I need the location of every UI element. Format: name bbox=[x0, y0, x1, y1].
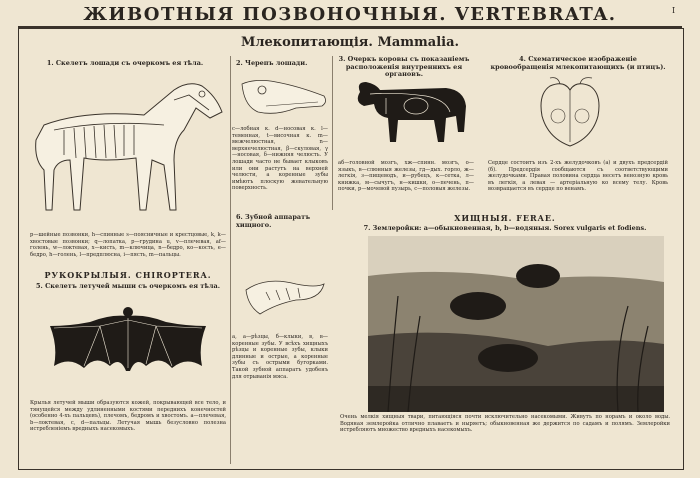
figure-5-text: Крылья летучей мыши образуются кожей, покрывающей все тело, и тянущейся между удлиненными костями переднихъ конечностей (особенно 4-хъ пальцевъ), плечомъ, бедромъ и хвостомъ. a—плечевая, b—локтевая, c, d—пальцы. Летучая мышь безусловно полезна истребленіемъ вредныхъ насекомыхъ. bbox=[30, 400, 226, 433]
figure-6-caption: 6. Зубной аппаратъ хищного. bbox=[236, 213, 311, 229]
section-heading-chiroptera: РУКОКРЫЛЫЯ. CHIROPTERA. bbox=[44, 270, 212, 280]
figure-6-text: а, а—рѣзцы, б—клыки, в, в—коренные зубы. У всѣхъ хищныхъ рѣзцы и коренные зубы, клыки длинные и острые, а коренные зубы съ острыми бугорками. Такой зубной аппаратъ удобенъ для отрыванія мяса. bbox=[232, 334, 328, 380]
figure-7-text: Очень мелкія хищныя твари, питающіяся почти исключительно насекомыми. Живутъ по норамъ и около воды. Водяная землеройка отлично плаваетъ и ныряетъ; обыкновенная же держится по садамъ и полямъ. Землеройки истребляютъ множество вредныхъ насекомыхъ. bbox=[340, 414, 670, 434]
bat-skeleton-icon bbox=[40, 296, 216, 396]
figure-1-text: p—шейные позвонки, h—спинные s—поясничные и крестцовые, k, k—хвостовые позвонки; q—лопатка, p—грудина u, v—плечевая, af—голень, w—локтевая, x—кисть, m—ключица, n—бедро, ко—кость, e—бедро, h—голень, l—предплюсна, i—пясть, m—пальцы. bbox=[30, 232, 226, 258]
cow-organs-icon bbox=[346, 76, 474, 150]
section-title-mammalia: Млекопитающія. Mammalia. bbox=[240, 35, 460, 50]
figure-2-text: c—лобная к. d—носовая к. l—теменная, t—височная к. m—межчелюстная, n—верхнечелюстная, β—скуловая, γ—носовая, δ—нижняя челюсть. У лошади часто не бывает клыковъ или они растутъ на верхней челюсти, а коренные зубы имѣютъ плоскую жевательную поверхность. bbox=[232, 126, 328, 192]
figure-7-caption: 7. Землеройки: a—обыкновенная, b, b—водяныя. Sorex vulgaris et fodiens. bbox=[363, 224, 647, 232]
carnivore-jaw-icon bbox=[236, 270, 332, 326]
heart-scheme-icon bbox=[520, 76, 620, 154]
column-divider bbox=[332, 56, 333, 210]
horse-skull-icon bbox=[236, 74, 332, 122]
section-heading-ferae: ХИЩНЫЯ. FERAE. bbox=[454, 213, 556, 223]
horse-skeleton-icon bbox=[24, 70, 234, 230]
figure-3-caption: 3. Очеркъ коровы съ показаніемъ расположенія внутреннихъ ея органовъ. bbox=[338, 55, 470, 78]
figure-2-caption: 2. Черепъ лошади. bbox=[236, 59, 308, 67]
figure-5-caption: 5. Скелетъ летучей мыши съ очеркомъ ея тѣла. bbox=[36, 282, 220, 290]
column-divider bbox=[230, 56, 231, 464]
figure-1-caption: 1. Скелетъ лошади съ очеркомъ ея тѣла. bbox=[46, 59, 204, 67]
shrews-scene-icon bbox=[368, 236, 664, 412]
figure-3-text: аб—головной мозгъ, хж—спинн. мозгъ, о—языкъ, в—слюнныя железы, гд—дых. горло, ж—легкія, з—пищеводъ, и—рубецъ, к—сетка, л—книжка, м—сычугъ, н—кишки, о—печень, п—почки, р—мочевой пузырь, с—половыя железы. bbox=[338, 160, 474, 193]
figure-4-caption: 4. Схематическое изображеніе кровообращенія млекопитающихъ (и птицъ). bbox=[490, 55, 666, 71]
page-number: I bbox=[672, 6, 676, 15]
plate-title: ЖИВОТНЫЯ ПОЗВОНОЧНЫЯ. VERTEBRATA. bbox=[83, 4, 617, 25]
figure-4-text: Сердце состоитъ изъ 2-хъ желудочковъ (a) и двухъ предсердій (б). Предсердія сообщаются съ соответствующими желудочками. Правая половина сердца несетъ венозную кровь въ легкія, а левая — артеріальную ко всему телу. Кровь возвращается въ сердце по венамъ. bbox=[488, 160, 668, 193]
